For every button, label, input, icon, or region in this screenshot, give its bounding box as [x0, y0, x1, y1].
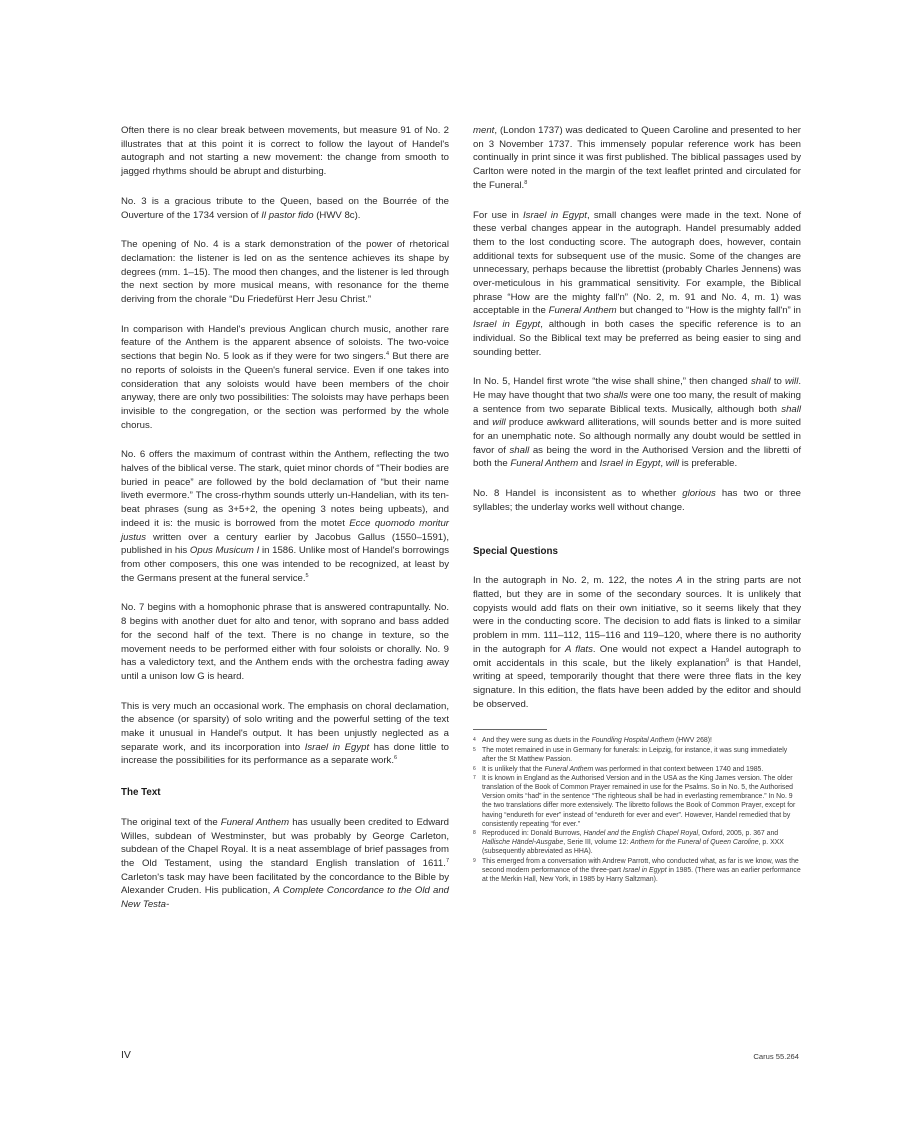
footnote-ref-5[interactable]: 5	[305, 572, 309, 579]
paragraph-israel-changes: For use in Israel in Egypt, small changes were made in the text. None of these verbal changes appear in the autograph. Handel presumably added them to the lost conducting score. The autograph does, however, contain additional texts for subsequent use of the music. Some of the changes are unnecessary, perhaps because the librettist (probably Charles Jennens) was over-meticulous in his grammatical sensitivity. For example, the Biblical phrase “How are the mighty fall'n” (No. 2, m. 91 and No. 4, m. 1) was acceptable in the Funeral Anthem but changed to “How is the mighty fall'n” in Israel in Egypt, although in both cases the specific reference is to an individual. So the Biblical text may be preferred as being easier to sing and sounding better.	[473, 209, 801, 358]
heading-the-text: The Text	[121, 787, 161, 799]
paragraph-occasional-work: This is very much an occasional work. The emphasis on choral declamation, the absence (or sparsity) of solo writing and the powerful setting of the text make it unusual in Handel's output. It has been unjustly neglected as a separate work, and its incorporation into Israel in Egypt has done little to increase the possibilities for its performance as a separate work.$^6$	[121, 700, 449, 767]
footnote-ref-6[interactable]: 6	[394, 755, 398, 762]
paragraph-no4: The opening of No. 4 is a stark demonstration of the power of rhetorical declamation: the listener is led on as the sentence achieves its shape by degrees (mm. 1–15). The mood then changes, and the listener is led through the next section by more musical means, with resonance for the theme deriving from the chorale “Du Friedefürst Herr Jesu Christ.”	[121, 239, 449, 306]
heading-special-questions: Special Questions	[473, 545, 558, 557]
catalog-number: Carus 55.264	[753, 1052, 799, 1061]
left-column	[121, 124, 449, 928]
paragraph-flats: In the autograph in No. 2, m. 122, the notes A in the string parts are not flatted, but they are in some of the secondary sources. It is unlikely that copyists would add flats on their own initiative, so it seems likely that they were in the conducting score. The decision to add flats is linked to a similar problem in mm. 111–112, 115–116 and 119–120, where there is no authority in the autograph for A flats. One would not expect a Handel autograph to omit accidentals in this scale, but the likely explanation$^9$ is that Handel, writing at speed, temporarily thought that there were three flats in the key signature. In this edition, the flats have been added by the editor and should be observed.	[473, 575, 801, 710]
footnote-divider	[473, 729, 547, 730]
footnote-ref-9[interactable]: 9	[726, 657, 730, 664]
footnote-ref-7[interactable]: 7	[445, 857, 449, 864]
paragraph-no8-glorious: No. 8 Handel is inconsistent as to whether glorious has two or three syllables; the underlay works well without change.	[473, 488, 801, 513]
paragraph-no7: No. 7 begins with a homophonic phrase that is answered contrapuntally. No. 8 begins with another duet for alto and tenor, with soprano and bass added for the second half of the text. There is no change in texture, so the movement needs to be performed either with four soloists or chorally. No. 9 has a valedictory text, and the Anthem ends with the orchestra fading away until a unison low G is heard.	[121, 602, 449, 682]
page-number: IV	[121, 1049, 131, 1061]
footnote-6: 6 It is unlikely that the Funeral Anthem was performed in that context between 1740 and 1985.	[473, 765, 764, 773]
footnote-8: 8 Reproduced in: Donald Burrows, Handel and the English Chapel Royal, Oxford, 2005, p. 367 and Hallische Händel-Ausgabe, Serie III, volume 12: Anthem for the Funeral of Queen Caroline, p. XXX (subsequently abbreviated as HHA).	[473, 830, 784, 856]
paragraph-no6: No. 6 offers the maximum of contrast within the Anthem, reflecting the two halves of the biblical verse. The stark, quiet minor chords of “Their bodies are buried in peace” are followed by the bold declamation of “but their name liveth evermore.” The cross-rhythm sounds utterly un-Handelian, with its ten-beat phrases (sung as 3+5+2, the opening 3 notes being upbeats), and indeed it is: the music is borrowed from the motet Ecce quomodo moritur justus written over a century earlier by Jacobus Gallus (1550–1591), published in his Opus Musicum I in 1586. Unlike most of Handel's borrowings from other composers, this one was intended to be recognized, at least by the Germans present at the funeral service.$^5$	[121, 449, 450, 584]
footnote-ref-4[interactable]: 4	[386, 350, 390, 357]
paragraph-soloists: In comparison with Handel's previous Anglican church music, another rare feature of the Anthem is the apparent absence of soloists. The two-voice sections that begin No. 5 look as if they were for two singers.$^4$ But there are no reports of soloists in the Queen's funeral service. Even if one takes into consideration that any soloists would have been members of the choir anyway, there are only two possibilities: The soloists may have perhaps been invisible to the congregation, or the section was performed by the whole chorus.	[121, 323, 449, 431]
paragraph-no5-shall-will: In No. 5, Handel first wrote “the wise shall shine,” then changed shall to will. He may have thought that two shalls were one too many, the result of making a sentence from two separate Biblical texts. Musically, although both shall and will produce awkward alliterations, will sounds better and is more suited for an unemphatic note. So although normally any doubt would be settled in favor of shall as being the word in the Authorised Version and the libretti of both the Funeral Anthem and Israel in Egypt, will is preferable.	[473, 376, 802, 470]
footnote-7: 7 It is known in England as the Authorised Version and in the USA as the King James version. The older translation of the Book of Common Prayer remained in use for the Psalms. So in No. 5, the Authorised Version omits “had” in the sentence “The righteous shall be had in everlasting remembrance.” In No. 9 the two translations differ more extensively. The libretto follows the Book of Common Prayer, except for having “endureth for ever” instead of “endureth for ever and ever”. However, Handel remedied that by consistently repeating “for ever.”	[473, 775, 796, 828]
right-column	[473, 124, 801, 885]
footnote-9: 9 This emerged from a conversation with Andrew Parrott, who conducted what, as far is we know, was the second modern performance of the three-part Israel in Egypt in 1985. (There was an earlier performance at the Merkin Hall, New York, in 1985 by Harry Saltzman).	[473, 858, 801, 884]
footnote-5: 5 The motet remained in use in Germany for funerals: in Leipzig, for instance, it was sung immediately after the St Matthew Passion.	[473, 746, 788, 763]
paragraph-concordance: ment, (London 1737) was dedicated to Queen Caroline and presented to her on 3 November 1737. This immensely popular reference work has been continually in print since it was first published. The biblical passages used by Carlton were noted in the margin of the text leaflet printed and circulated for the Funeral.$^8$	[473, 125, 801, 191]
paragraph-no3: No. 3 is a gracious tribute to the Queen, based on the Bourrée of the Ouverture of the 1734 version of Il pastor fido (HWV 8c).	[121, 195, 449, 221]
footnote-ref-8[interactable]: 8	[524, 179, 528, 186]
footnote-4: 4 And they were sung as duets in the Foundling Hospital Anthem (HWV 268)!	[473, 737, 712, 745]
paragraph-original-text: The original text of the Funeral Anthem has usually been credited to Edward Willes, subdean of Westminster, but was probably by George Carleton, subdean of the Chapel Royal. It is a neat assemblage of brief passages from the Old Testament, using the standard English translation of 1611.$^7$ Carleton's task may have been facilitated by the concordance to the Bible by Alexander Cruden. His publication, A Complete Concordance to the Old and New Testa-	[121, 816, 450, 911]
paragraph-movement-breaks: Often there is no clear break between movements, but measure 91 of No. 2 illustrates that at this point it is correct to follow the layout of Handel's autograph and not starting a new movement: the change from smooth to jagged rhythms should be abrupt and disturbing.	[121, 125, 449, 178]
footnotes	[473, 736, 801, 884]
